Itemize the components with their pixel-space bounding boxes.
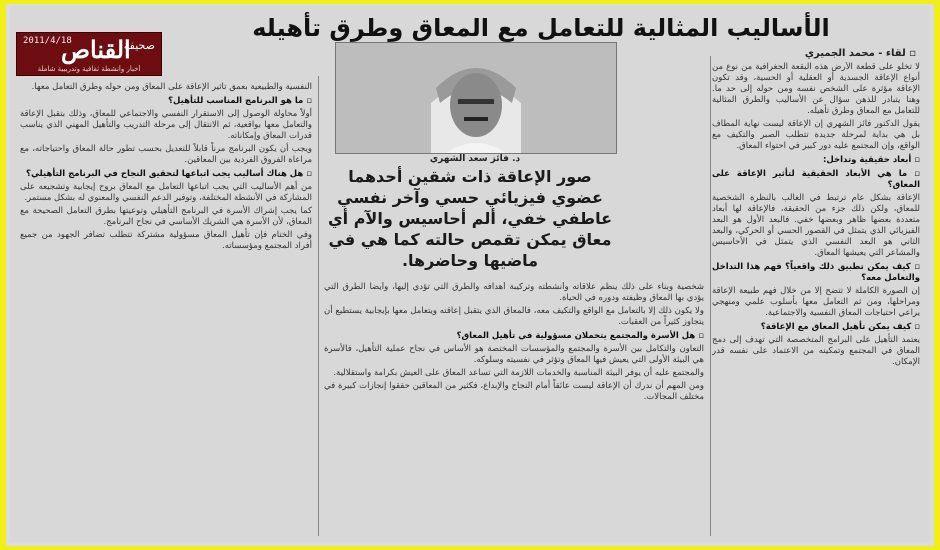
logo-brand: القناص [61, 35, 131, 64]
article-paragraph: ولا يكون ذلك إلا بالتعامل مع الواقع والتكيف معه، فالمعاق الذي يتقبل إعاقته ويتعامل معها بإيجابية يستطيع أن يتجاوز كثيراً من العقبات. [324, 306, 704, 327]
column-divider [318, 76, 319, 536]
article-column-middle [324, 282, 704, 538]
article-byline: ▫ لقاء - محمد الجميري [804, 48, 916, 59]
article-paragraph: كما يجب إشراك الأسرة في البرنامج التأهيلي وتوعيتها بطرق التعامل الصحيحة مع المعاق، لأن الأسرة هي الشريك الأساسي في نجاح البرنامج. [20, 206, 312, 227]
newspaper-logo [16, 32, 162, 76]
logo-date: 2011/4/18 [23, 36, 72, 46]
article-subheading: ▫ كيف يمكن تأهيل المعاق مع الإعاقة؟ [760, 322, 920, 332]
logo-word: صحيفة [123, 39, 155, 52]
column-divider [710, 56, 711, 536]
article-paragraph: والمجتمع عليه أن يوفر البيئة المناسبة والخدمات اللازمة التي تساعد المعاق على العيش بكرامة واستقلالية. [333, 368, 704, 378]
article-subheading: ▫ هل الأسرة والمجتمع يتحملان مسؤولية في تأهيل المعاق؟ [456, 331, 704, 341]
article-subheading: ▫ أبعاد حقيقية وتداخل: [823, 155, 920, 165]
page-frame [6, 4, 934, 546]
article-paragraph: يعتمد التأهيل على البرامج المتخصصة التي تهدف إلى دمج المعاق في المجتمع وتمكينه من الاعتماد على نفسه قدر الإمكان. [712, 335, 920, 367]
article-paragraph: من أهم الأساليب التي يجب اتباعها التعامل مع المعاق بروح إيجابية وتشجيعه على المشاركة في الأنشطة المختلفة، وتوفير الدعم النفسي والمعنوي له بشكل مستمر. [20, 182, 312, 203]
article-subheading: ▫ هل هناك أساليب يجب اتباعها لتحقيق النجاح في البرنامج التأهيلي؟ [26, 169, 312, 179]
article-headline: الأساليب المثالية للتعامل مع المعاق وطرق تأهيله [252, 14, 830, 42]
article-subheading: ▫ كيف يمكن تطبيق ذلك واقعياً؟ فهم هذا التداخل والتعامل معه؟ [712, 262, 920, 283]
article-paragraph: الإعاقة بشكل عام ترتبط في الغالب بالنظرة الشخصية للمعاق، ولكن ذلك جزء من الحقيقة، فالإعاقة لها أبعاد متعددة بعضها ظاهر وبعضها خفي. فالبعد الأول هو البعد الفيزيائي الذي يتمثل في القصور الحسي أو الحركي، والبعد الثاني هو البعد النفسي الذي يتمثل في الأحاسيس والمشاعر التي يعيشها المعاق. [712, 193, 920, 258]
article-paragraph: أولاً محاولة الوصول إلى الاستقرار النفسي والاجتماعي للمعاق، وذلك بتقبل الإعاقة والتعامل معها بواقعية، ثم الانتقال إلى مرحلة التدريب والتأهيل المهني الذي يناسب قدرات المعاق وإمكاناته. [20, 109, 312, 141]
article-paragraph: وفي الختام فإن تأهيل المعاق مسؤولية مشتركة تتطلب تضافر الجهود من جميع أفراد المجتمع ومؤسساته. [20, 230, 312, 251]
logo-motto: أخبار وأنشطة ثقافية وتدريبية شاملة [37, 65, 141, 73]
article-paragraph: النفسية والطبيعية بعمق تأثير الإعاقة على المعاق ومن حوله وطرق التعامل معها. [31, 82, 312, 92]
article-paragraph: لا تخلو على قطعة الأرض هذه البقعة الجغرافية من نوع من أنواع الإعاقة الجسدية أو العقلية أو الحسية، وقد تكون الإعاقة مؤثرة على الشخص نفسه ومن حوله إلى حد ما. وهنا يتبادر للذهن سؤال عن الأساليب والطرق المثالية للتعامل مع المعاق وطرق تأهيله. [712, 62, 920, 116]
article-paragraph: ومن المهم أن ندرك أن الإعاقة ليست عائقاً أمام النجاح والإبداع، فكثير من المعاقين حققوا إنجازات كبيرة في مختلف المجالات. [324, 381, 704, 402]
portrait-photo [335, 42, 617, 154]
article-subheading: ▫ ما هو البرنامج المناسب للتأهيل؟ [168, 96, 312, 106]
article-column-left [20, 82, 312, 538]
pull-quote: صور الإعاقة ذات شقين أحدهما عضوي فيزيائي حسي وآخر نفسي عاطفي خفي، ألم أحاسيس والآم أي معاق يمكن تقمص حالته كما هي في ماضيها وحاضرها. [327, 167, 613, 270]
photo-caption: د. فائز سعد الشهري [429, 154, 521, 164]
article-paragraph: ويجب أن يكون البرنامج مرناً قابلاً للتعديل بحسب تطور حالة المعاق واحتياجاته، مع مراعاة الفروق الفردية بين المعاقين. [20, 144, 312, 165]
article-paragraph: شخصية وبناء على ذلك ينظم علاقاته وأنشطته وتركيبة أهدافه والطرق التي تؤدي إليها، وأيضاً الطرق التي يؤدي بها المعاق وظيفته ودوره في الحياة. [324, 282, 704, 303]
article-paragraph: التعاون والتكامل بين الأسرة والمجتمع والمؤسسات المختصة هو الأساس في نجاح عملية التأهيل، فالأسرة هي البيئة الأولى التي يعيش فيها المعاق وتؤثر في نفسيته وسلوكه. [324, 344, 704, 365]
article-paragraph: إن الصورة الكاملة لا تتضح إلا من خلال فهم طبيعة الإعاقة ومراحلها، ومن ثم التعامل معها بأسلوب علمي ومنهجي يراعي احتياجات المعاق النفسية والاجتماعية. [712, 286, 920, 318]
newspaper-page [10, 6, 930, 542]
article-subheading: ▫ ما هي الأبعاد الحقيقية لتأثير الإعاقة على المعاق؟ [712, 169, 920, 190]
portrait-image [336, 43, 616, 153]
article-column-right [712, 62, 920, 538]
article-paragraph: يقول الدكتور فائز الشهري إن الإعاقة ليست نهاية المطاف بل هي بداية لمرحلة جديدة تتطلب الصبر والتكيف مع الواقع، وإن المجتمع عليه دور كبير في احتواء المعاق. [712, 119, 920, 151]
